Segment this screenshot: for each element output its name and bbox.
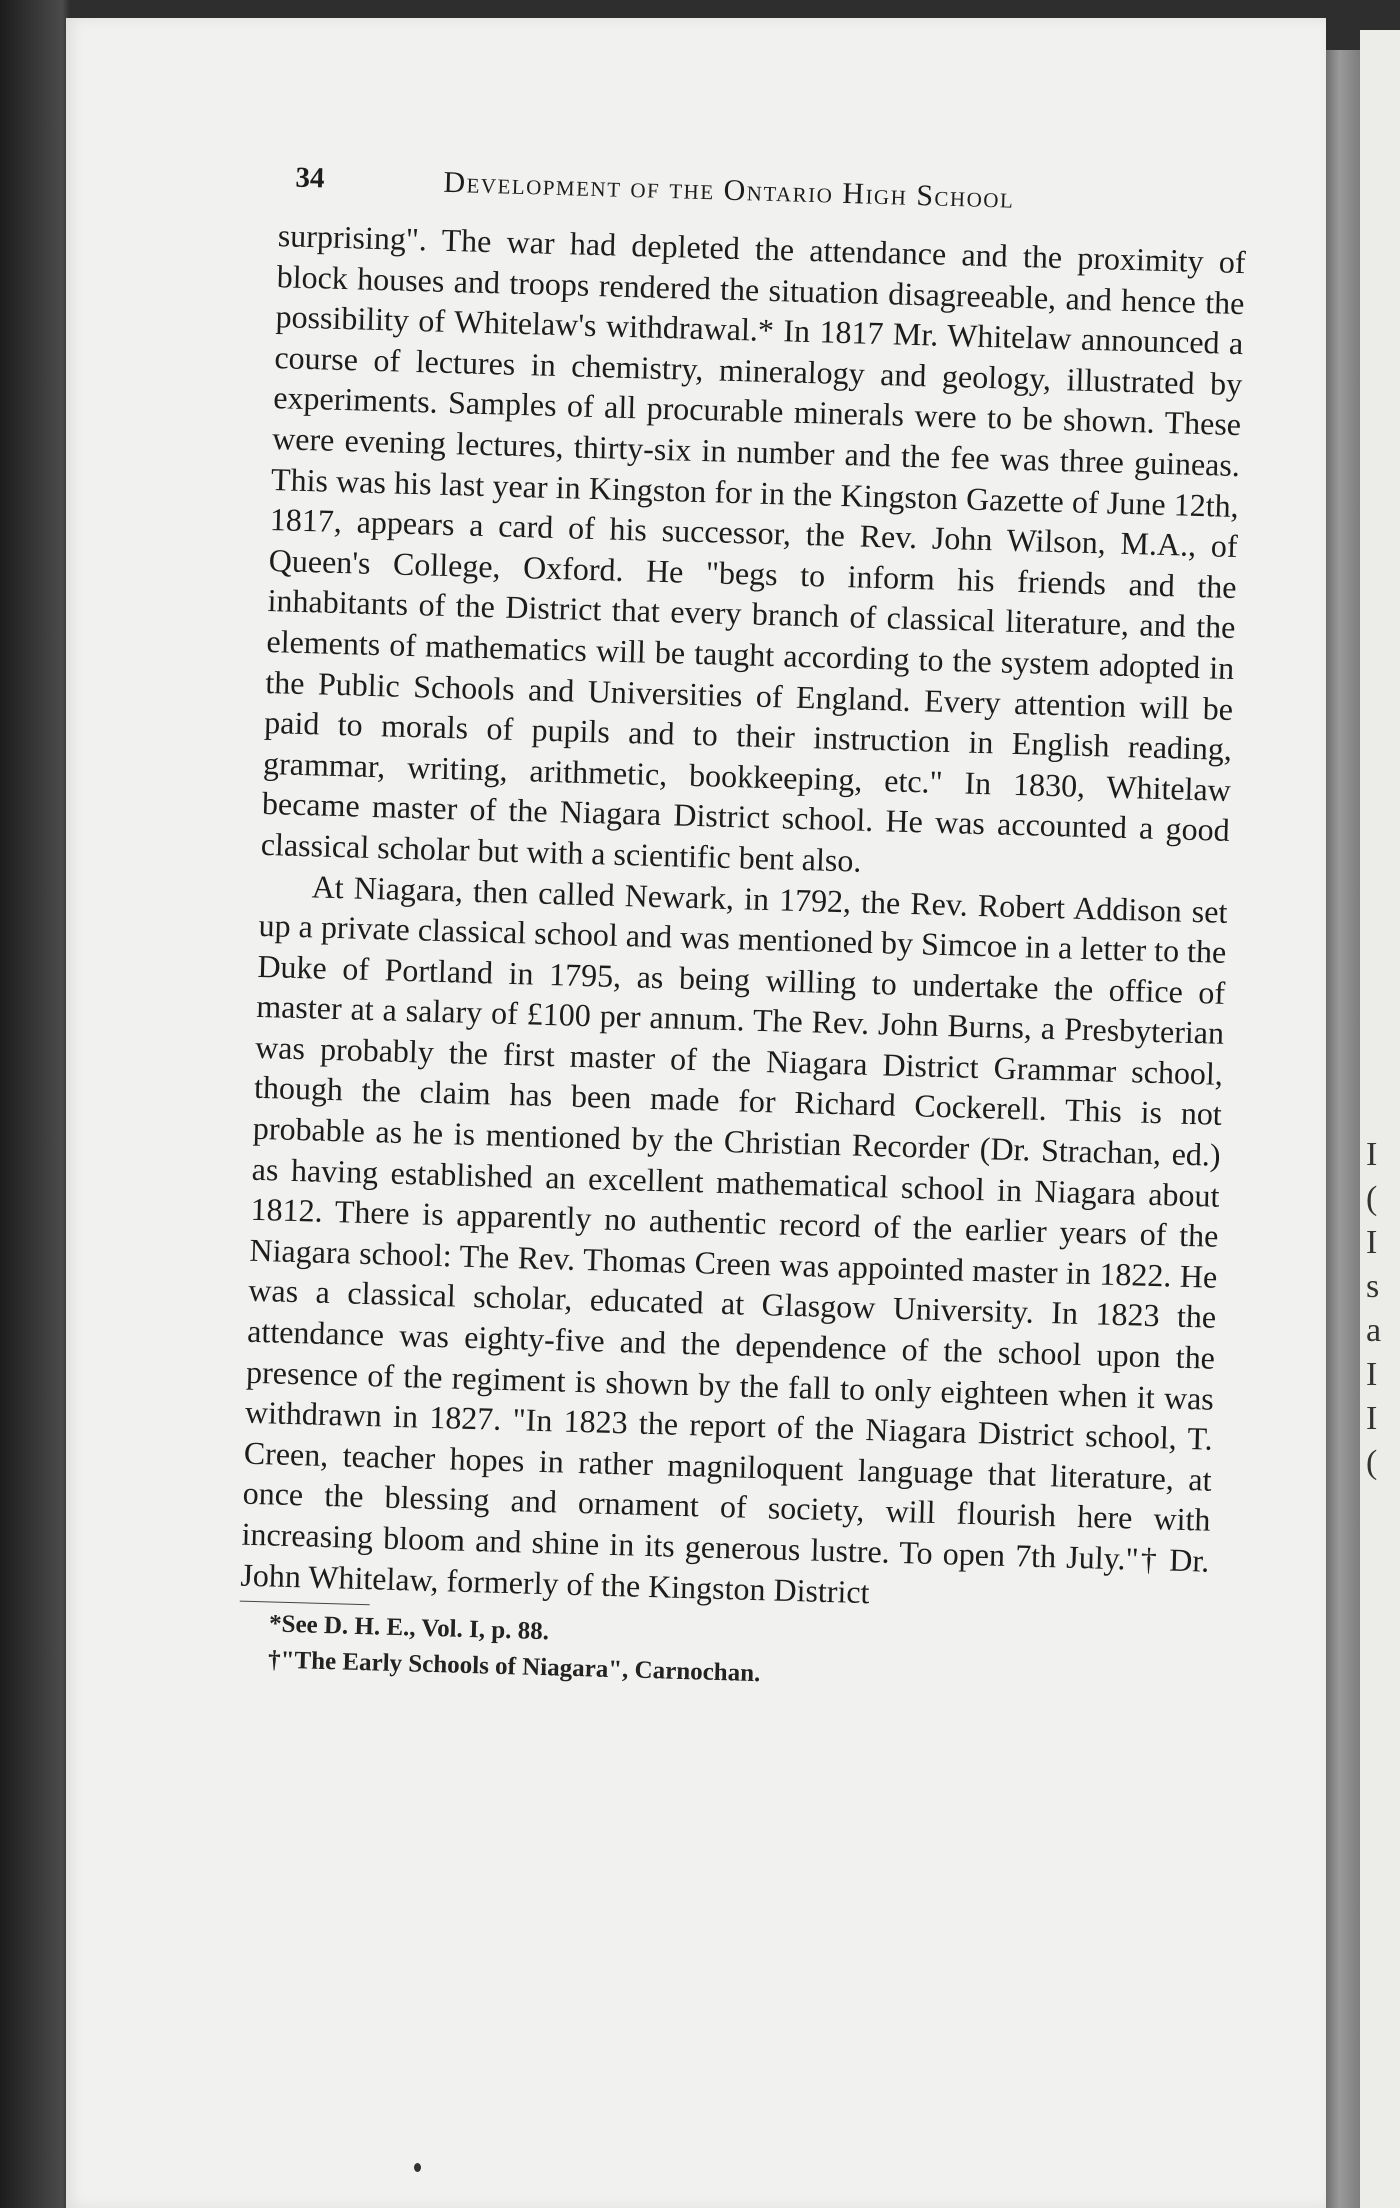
running-title: Development of the Ontario High School xyxy=(442,165,1015,215)
page-content xyxy=(196,160,1258,1705)
page-number: 34 xyxy=(295,161,325,195)
adjacent-page-fragment: ( xyxy=(1366,1444,1378,1481)
adjacent-page-fragment: s xyxy=(1366,1268,1380,1305)
adjacent-page-fragment: ( xyxy=(1366,1180,1378,1217)
book-gutter xyxy=(1326,50,1360,2208)
footnote: *See D. H. E., Vol. I, p. 88. xyxy=(268,1610,550,1646)
adjacent-page-fragment: I xyxy=(1366,1136,1378,1173)
adjacent-page-fragment: I xyxy=(1366,1356,1378,1393)
paragraph: At Niagara, then called Newark, in 1792, the Rev. Robert Addison set up a private classical school and was mentioned by Simcoe in a letter to the Duke of Portland in 1795, as being willing to undertake the office of master at a salary of £100 per annum. The Rev. John Burns, a Presbyterian was probably the first master of the Niagara District Grammar school, though the claim has been made for Richard Cockerell. This is not probable as he is mentioned by the Christian Recorder (Dr. Strachan, ed.) as having established an excellent mathematical school in Niagara about 1812. There is apparently no authentic record of the earlier years of the Niagara school: The Rev. Thomas Creen was appointed master in 1822. He was a classical scholar, educated at Glasgow University. In 1823 the attendance was eighty-five and the dependence of the school upon the presence of the regiment is shown by the fall to only eighteen when it was withdrawn in 1827. "In 1823 the report of the Niagara District school, T. Creen, teacher hopes in rather magniloquent language that literature, at once the blessing and ornament of society, will flourish here with increasing bloom and shine in its generous lustre. To open 7th July."† Dr. John Whitelaw, formerly of the Kingston District xyxy=(240,867,1228,1610)
adjacent-page-fragment: I xyxy=(1366,1224,1378,1261)
footnote: †"The Early Schools of Niagara", Carnochan. xyxy=(267,1646,761,1688)
footnote-rule xyxy=(240,1601,370,1606)
adjacent-page-fragment: a xyxy=(1366,1312,1382,1349)
paragraph: surprising". The war had depleted the attendance and the proximity of block houses and troops rendered the situation disagreeable, and hence the possibility of Whitelaw's withdrawal.* In 1817 Mr. Whitelaw announced a course of lectures in chemistry, mineralogy and geology, illustrated by experiments. Samples of all procurable minerals were to be shown. These were evening lectures, thirty-six in number and the fee was three guineas. This was his last year in Kingston for in the Kingston Gazette of June 12th, 1817, appears a card of his successor, the Rev. John Wilson, M.A., of Queen's College, Oxford. He "begs to inform his friends and the inhabitants of the District that every branch of classical literature, and the elements of mathematics will be taught according to the system adopted in the Public Schools and Universities of England. Every attention will be paid to morals of pupils and to their instruction in English reading, grammar, writing, arithmetic, bookkeeping, etc." In 1830, Whitelaw became master of the Niagara District school. He was accounted a good classical scholar but with a scientific bent also. xyxy=(260,217,1247,879)
adjacent-page-edge xyxy=(1360,30,1400,2208)
ink-smudge xyxy=(414,2163,421,2172)
body-text xyxy=(240,215,1246,1622)
adjacent-page-fragment: I xyxy=(1366,1400,1378,1437)
